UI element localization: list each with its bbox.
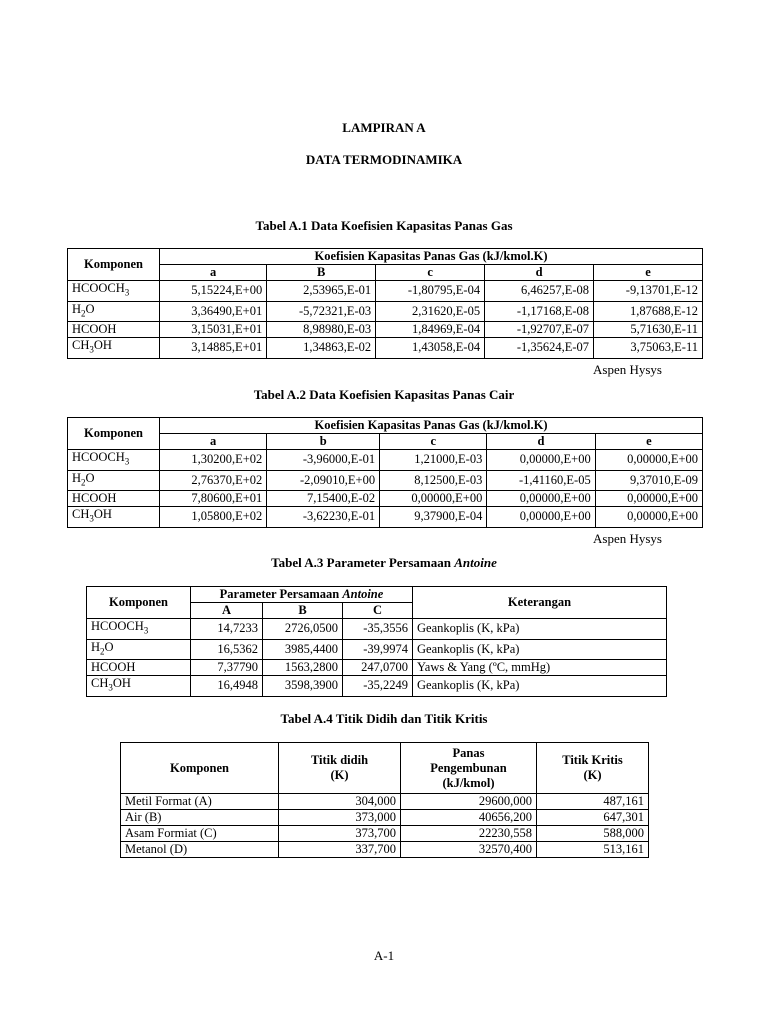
value-cell: 40656,200 [401, 810, 537, 826]
table2-source: Aspen Hysys [593, 531, 662, 546]
component-name [68, 338, 160, 359]
value-cell: 513,161 [537, 842, 649, 858]
component-name [87, 639, 191, 660]
value-cell: 0,00000,E+00 [595, 491, 702, 507]
component-name-text: HCOOCH [72, 450, 125, 464]
keterangan-cell: Geankoplis (K, kPa) [413, 639, 667, 660]
value-cell: -35,2249 [343, 676, 413, 697]
keterangan-cell: Geankoplis (K, kPa) [413, 619, 667, 640]
table1-caption: Tabel A.1 Data Koefisien Kapasitas Panas Gas [255, 218, 513, 233]
value-cell: 9,37010,E-09 [595, 470, 702, 491]
column-headers [68, 265, 703, 281]
column-header: c [380, 434, 487, 450]
column-header: d [485, 265, 594, 281]
value-cell: 3,14885,E+01 [160, 338, 267, 359]
component-name-text: HCOOCH [91, 619, 144, 633]
component-name-text: HCOOCH [72, 281, 125, 295]
header-titik-didih: Titik didih (K) [279, 743, 401, 794]
header-komponen: Komponen [121, 743, 279, 794]
table-row [121, 810, 649, 826]
component-name-text: Asam Formiat (C) [125, 826, 217, 840]
value-cell: 373,000 [279, 810, 401, 826]
komponen-header: Komponen [87, 587, 191, 619]
table1-source: Aspen Hysys [593, 362, 662, 377]
subscript: 2 [81, 308, 86, 318]
component-name-text: H [91, 639, 101, 654]
value-cell: 2,53965,E-01 [267, 281, 376, 302]
column-header: B [263, 603, 343, 619]
subscript: 3 [89, 513, 94, 524]
table-row [68, 301, 703, 322]
group-header-text: Parameter Persamaan [219, 587, 343, 601]
table-a2 [67, 417, 703, 528]
value-cell: 304,000 [279, 794, 401, 810]
column-header: b [267, 434, 380, 450]
value-cell: 487,161 [537, 794, 649, 810]
column-header: e [595, 434, 702, 450]
table-row [68, 450, 703, 471]
value-cell: 0,00000,E+00 [487, 491, 595, 507]
value-cell: 6,46257,E-08 [485, 281, 594, 302]
value-cell: 1,87688,E-12 [594, 301, 703, 322]
value-cell: -39,9974 [343, 639, 413, 660]
component-name [121, 810, 279, 826]
table-row [121, 794, 649, 810]
value-cell: 2,76370,E+02 [160, 470, 267, 491]
table2-caption: Tabel A.2 Data Koefisien Kapasitas Panas Cair [253, 387, 515, 402]
appendix-title: LAMPIRAN A [342, 120, 426, 135]
value-cell: 588,000 [537, 826, 649, 842]
component-name [68, 450, 160, 471]
component-name-text: CH [72, 338, 90, 352]
column-header: e [594, 265, 703, 281]
value-cell: -5,72321,E-03 [267, 301, 376, 322]
column-header: C [343, 603, 413, 619]
table-a1 [67, 248, 703, 359]
value-cell: -1,35624,E-07 [485, 338, 594, 359]
value-cell: 373,700 [279, 826, 401, 842]
component-name [68, 322, 160, 338]
table-row [87, 619, 667, 640]
column-header: a [160, 265, 267, 281]
group-header [191, 587, 413, 603]
value-cell: 16,4948 [191, 676, 263, 697]
column-header: A [191, 603, 263, 619]
component-name [87, 676, 191, 697]
subscript: 2 [100, 646, 105, 656]
value-cell: 16,5362 [191, 639, 263, 660]
subscript: 3 [124, 287, 130, 298]
keterangan-header: Keterangan [413, 587, 667, 619]
component-name-text: Metil Format (A) [125, 794, 212, 808]
value-cell: 7,15400,E-02 [267, 491, 380, 507]
value-cell: -1,80795,E-04 [376, 281, 485, 302]
table-row [68, 322, 703, 338]
value-cell: 1,34863,E-02 [267, 338, 376, 359]
component-name [68, 470, 160, 491]
value-cell: 7,80600,E+01 [160, 491, 267, 507]
subscript: 3 [89, 344, 94, 355]
value-cell: -2,09010,E+00 [267, 470, 380, 491]
value-cell: 1,21000,E-03 [380, 450, 487, 471]
komponen-header: Komponen [68, 418, 160, 450]
value-cell: 1,05800,E+02 [160, 507, 267, 528]
value-cell: 247,0700 [343, 660, 413, 676]
keterangan-cell: Geankoplis (K, kPa) [413, 676, 667, 697]
table-row [68, 281, 703, 302]
component-name-text: H [72, 301, 82, 316]
group-header: Koefisien Kapasitas Panas Gas (kJ/kmol.K) [160, 418, 703, 434]
value-cell: 32570,400 [401, 842, 537, 858]
caption-text: Tabel A.3 Parameter Persamaan [271, 555, 455, 570]
value-cell: 0,00000,E+00 [595, 450, 702, 471]
table-a4 [120, 742, 649, 858]
value-cell: 1,30200,E+02 [160, 450, 267, 471]
column-header: a [160, 434, 267, 450]
column-header: B [267, 265, 376, 281]
value-cell: -1,17168,E-08 [485, 301, 594, 322]
value-cell: 8,12500,E-03 [380, 470, 487, 491]
value-cell: 3598,3900 [263, 676, 343, 697]
table4-caption: Tabel A.4 Titik Didih dan Titik Kritis [280, 711, 488, 726]
value-cell: 22230,558 [401, 826, 537, 842]
column-header: c [376, 265, 485, 281]
value-cell: 0,00000,E+00 [380, 491, 487, 507]
value-cell: 3,15031,E+01 [160, 322, 267, 338]
value-cell: 7,37790 [191, 660, 263, 676]
component-name [121, 794, 279, 810]
component-name-suffix: O [104, 639, 114, 654]
table-row [87, 676, 667, 697]
value-cell: 1,43058,E-04 [376, 338, 485, 359]
component-name-text: Air (B) [125, 810, 162, 824]
table-a3 [86, 586, 667, 697]
component-name [121, 826, 279, 842]
component-name-text: HCOOH [91, 660, 136, 674]
value-cell: -35,3556 [343, 619, 413, 640]
component-name [68, 301, 160, 322]
component-name [87, 660, 191, 676]
table-row [87, 639, 667, 660]
value-cell: 9,37900,E-04 [380, 507, 487, 528]
table-row [68, 338, 703, 359]
table-row [121, 842, 649, 858]
value-cell: 5,15224,E+00 [160, 281, 267, 302]
value-cell: 1563,2800 [263, 660, 343, 676]
subscript: 3 [143, 625, 149, 636]
component-name-text: CH [72, 507, 90, 521]
value-cell: -9,13701,E-12 [594, 281, 703, 302]
value-cell: 2726,0500 [263, 619, 343, 640]
component-name [68, 281, 160, 302]
component-name [87, 619, 191, 640]
component-name-text: HCOOH [72, 491, 117, 505]
component-name-suffix: OH [112, 676, 131, 690]
value-cell: 3,36490,E+01 [160, 301, 267, 322]
group-header: Koefisien Kapasitas Panas Gas (kJ/kmol.K) [160, 249, 703, 265]
column-header: d [487, 434, 595, 450]
appendix-subtitle: DATA TERMODINAMIKA [305, 152, 463, 167]
value-cell: 5,71630,E-11 [594, 322, 703, 338]
component-name [121, 842, 279, 858]
value-cell: -3,62230,E-01 [267, 507, 380, 528]
komponen-header: Komponen [68, 249, 160, 281]
component-name [68, 507, 160, 528]
component-name-text: H [72, 470, 82, 485]
table3-caption [0, 555, 768, 571]
value-cell: 0,00000,E+00 [487, 507, 595, 528]
keterangan-cell: Yaws & Yang (ºC, mmHg) [413, 660, 667, 676]
value-cell: -3,96000,E-01 [267, 450, 380, 471]
table-row [68, 507, 703, 528]
subscript: 3 [108, 682, 113, 693]
value-cell: 8,98980,E-03 [267, 322, 376, 338]
subscript: 2 [81, 477, 86, 487]
value-cell: -1,92707,E-07 [485, 322, 594, 338]
value-cell: 1,84969,E-04 [376, 322, 485, 338]
caption-italic: Antoine [454, 555, 497, 570]
table-row [87, 660, 667, 676]
component-name [68, 491, 160, 507]
column-headers [68, 434, 703, 450]
component-name-text: HCOOH [72, 322, 117, 336]
value-cell: 3,75063,E-11 [594, 338, 703, 359]
header-row [121, 743, 649, 794]
value-cell: 647,301 [537, 810, 649, 826]
component-name-suffix: OH [93, 507, 112, 521]
value-cell: 14,7233 [191, 619, 263, 640]
table-row [68, 491, 703, 507]
table-row [121, 826, 649, 842]
component-name-suffix: O [85, 301, 95, 316]
component-name-text: Metanol (D) [125, 842, 188, 856]
value-cell: 337,700 [279, 842, 401, 858]
value-cell: -1,41160,E-05 [487, 470, 595, 491]
component-name-suffix: O [85, 470, 95, 485]
value-cell: 29600,000 [401, 794, 537, 810]
header-titik-kritis: Titik Kritis (K) [537, 743, 649, 794]
value-cell: 2,31620,E-05 [376, 301, 485, 322]
page-number: A-1 [373, 948, 395, 963]
subscript: 3 [124, 456, 130, 467]
value-cell: 0,00000,E+00 [487, 450, 595, 471]
group-header-italic: Antoine [342, 587, 384, 601]
table-row [68, 470, 703, 491]
component-name-suffix: OH [93, 338, 112, 352]
value-cell: 0,00000,E+00 [595, 507, 702, 528]
header-panas-pengembunan: Panas Pengembunan (kJ/kmol) [401, 743, 537, 794]
value-cell: 3985,4400 [263, 639, 343, 660]
component-name-text: CH [91, 676, 109, 690]
